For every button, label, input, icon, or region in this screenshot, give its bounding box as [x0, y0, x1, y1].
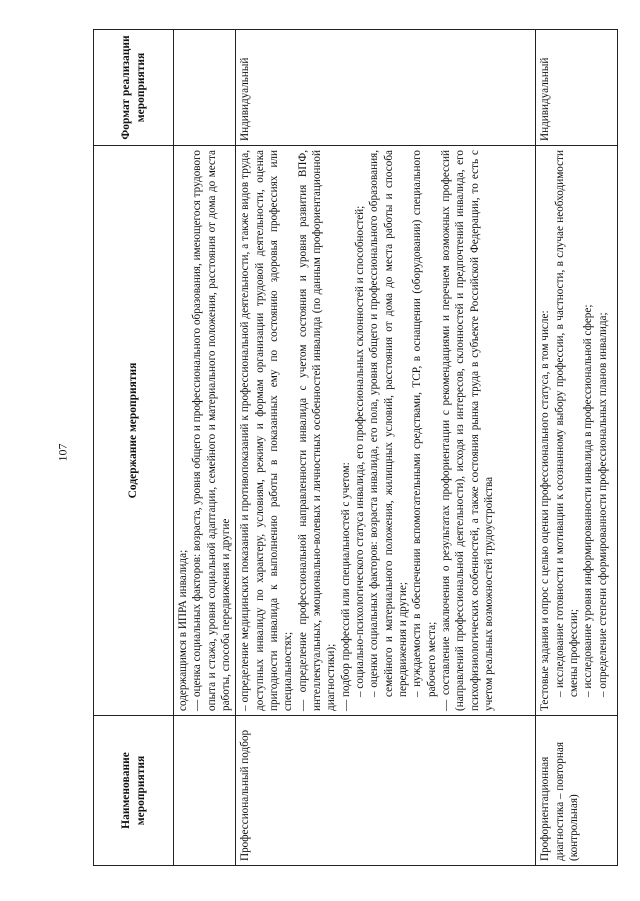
content-line: – исследование уровня информированности инвалида в профессиональной сфере; — [582, 304, 595, 697]
table-row — [536, 30, 618, 866]
header-content: Содержание мероприятия — [94, 146, 174, 716]
row-2-name: Профессиональный подбор — [236, 716, 536, 866]
row-1-format — [174, 30, 236, 146]
content-line: – социально-психологического статуса инвалида, его профессиональных склонностей и способностей; — [353, 205, 366, 697]
content-line: – определение степени сформированности профессиональных планов инвалида; — [596, 312, 609, 697]
row-1-name — [174, 716, 236, 866]
content-line: – оценки социальных факторов: возраста инвалида, его пола, уровня общего и профессионального образования, семейного и материального положения, жилищных условий, расстояния от дома до места работы и способа передвижения и другие; — [368, 150, 409, 697]
content-line: – нуждаемости в обеспечении вспомогательными средствами, ТСР, в оснащении (оборудовании) специального рабочего места; — [411, 150, 438, 697]
content-line: — подбор профессий или специальностей с учетом: — [339, 462, 352, 711]
content-line: — составление заключения о результатах профориентации с рекомендациями и перечнем возможных профессий (направлений профессиональной деятельности), исходя из интересов, склонностей и предпочтений инвалида, его психофизиологических особенностей, а также состояния рынка труда в субъекте Российской Федерации, то есть с учетом реальных возможностей трудоустройства — [439, 150, 495, 711]
content-line: Тестовые задания и опрос с целью оценки профессионального статуса, в том числе: — [539, 310, 552, 711]
row-3-format: Индивидуальный — [536, 30, 618, 146]
row-3-content — [536, 146, 618, 716]
row-3-name: Профориентационная диагностика – повторная (контрольная) — [536, 716, 618, 866]
table-header-row — [94, 30, 174, 866]
table-row — [236, 30, 536, 866]
row-1-content — [174, 146, 236, 716]
page-number: 107 — [55, 443, 70, 462]
content-line: — определение профессиональной направленности инвалида с учетом состояния и уровня развития ВПФ, интеллектуальных, эмоционально-волевых и личностных особенностей инвалида (по данным профориентационной диагностики); — [296, 150, 338, 711]
content-line: – исследование готовности и мотивации к осознанному выбору профессии, в частности, в случае необходимости смены профессии; — [553, 150, 580, 697]
header-format: Формат реализации мероприятия — [94, 30, 174, 146]
row-2-format: Индивидуальный — [236, 30, 536, 146]
row-2-content — [236, 146, 536, 716]
content-line: — оценка социальных факторов: возраста, уровня общего и профессионального образования, имеющегося трудового опыта и стажа, уровня социальной адаптации, семейного и материального положения, расстояния от дома до места работы, способа передвижения и другие — [191, 150, 232, 711]
header-name: Наименование мероприятия — [94, 716, 174, 866]
content-line: содержащимся в ИПРА инвалида; — [177, 549, 189, 711]
table-container — [93, 30, 618, 866]
activities-table — [93, 29, 618, 866]
content-line: – определение медицинских показаний и противопоказаний к профессиональной деятельности, а также видов труда, доступных инвалиду по характеру, условиям, режиму и формам организации трудовой деятельности, оценка пригодности инвалида к выполнению работы в показанных ему по состоянию здоровья профессиях или специальностях; — [239, 150, 295, 711]
table-row — [174, 30, 236, 866]
